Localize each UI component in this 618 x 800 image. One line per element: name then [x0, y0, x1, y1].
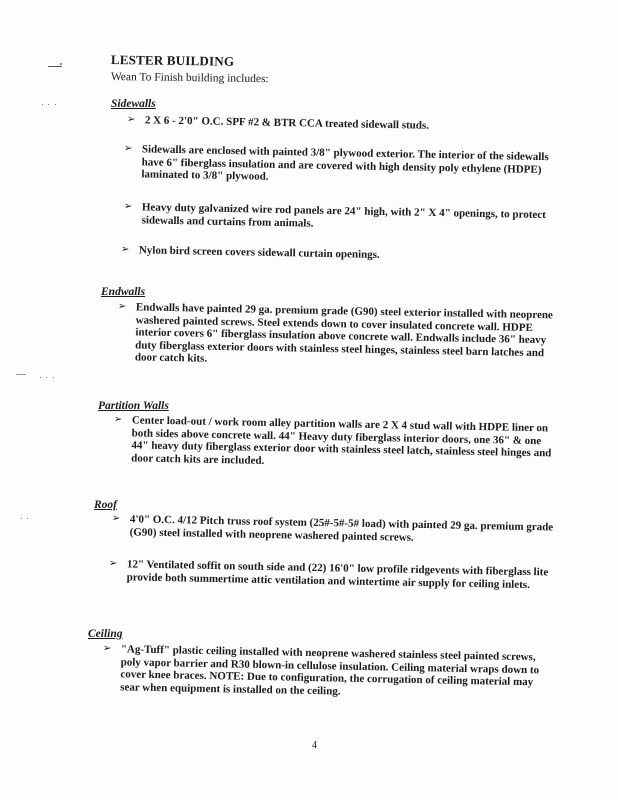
- scan-speck: [53, 377, 54, 378]
- scan-speck: [60, 63, 62, 65]
- section-heading-sidewalls: Sidewalls: [111, 98, 156, 110]
- section-heading-ceiling: Ceiling: [88, 628, 123, 640]
- scan-speck: [42, 104, 43, 105]
- section-heading-roof: Roof: [94, 499, 117, 511]
- list-item-text: Heavy duty galvanized wire rod panels are 24" high, with 2" X 4" openings, to protect sidewalls and curtains from animals.: [141, 201, 546, 230]
- list-item: [124, 201, 567, 234]
- bullet-arrow-icon: ➢: [123, 143, 133, 155]
- list-item-text: Sidewalls are enclosed with painted 3/8" plywood exterior. The interior of the sidewalls have 6" fiberglass insulation and are covered with high density poly ethylene (HDPE) laminated to 3/8" plywood.: [141, 143, 549, 183]
- scan-speck: [40, 377, 41, 378]
- list-item-text: Nylon bird screen covers sidewall curtain openings.: [138, 244, 380, 261]
- list-item-text: 2 X 6 - 2'0" O.C. SPF #2 & BTR CCA treated sidewall studs.: [144, 114, 430, 132]
- page-number: 4: [312, 740, 317, 751]
- scan-speck: [46, 377, 47, 378]
- list-item-text: Center load-out / work room alley partition walls are 2 X 4 stud wall with HDPE liner on both sides above concrete wall. 44" Heavy duty fiberglass interior doors, one 36" & one 44" heavy duty fiberglass exterior door with stainless steel latch, stainless steel hinges and door catch kits are included.: [131, 414, 552, 467]
- scan-margin-mark: [48, 66, 62, 67]
- scan-speck: [27, 518, 28, 519]
- bullet-arrow-icon: ➢: [120, 244, 130, 256]
- section-heading-endwalls: Endwalls: [101, 286, 146, 298]
- scan-margin-mark: [16, 374, 26, 375]
- list-item-text: 12" Ventilated soffit on south side and (22) 16'0" low profile ridgevents with fiberglass lite provide both summertime attic ventilation and wintertime air supply for ceiling inlets.: [126, 558, 549, 591]
- bullet-arrow-icon: ➢: [111, 513, 121, 525]
- list-item: [113, 414, 557, 472]
- bullet-arrow-icon: ➢: [102, 643, 112, 655]
- bullet-arrow-icon: ➢: [108, 558, 118, 570]
- list-item: [109, 558, 552, 591]
- list-item: [121, 244, 564, 265]
- list-item: [127, 114, 570, 135]
- list-item: [123, 143, 567, 189]
- list-item: [102, 643, 546, 701]
- document-subtitle: Wean To Finish building includes:: [110, 71, 269, 86]
- scan-speck: [48, 104, 49, 105]
- bullet-arrow-icon: ➢: [117, 301, 127, 313]
- list-item-text: Endwalls have painted 29 ga. premium grade (G90) steel exterior installed with neoprene washered painted screws. Steel extends down to cover insulated concrete wall. HDPE interior covers 6" fiberglass insulation above concrete wall. Endwalls include 36" heavy duty fiberglass exterior doors with stainless steel hinges, stainless steel barn latches and door catch kits.: [134, 301, 553, 365]
- document-title: LESTER BUILDING: [110, 52, 235, 69]
- list-item-text: "Ag-Tuff" plastic ceiling installed with neoprene washered stainless steel painted screws, poly vapor barrier and R30 blown-in cellulose insulation. Ceiling material wraps down to cover knee braces. NOTE: Due to configuration, the corrugation of ceiling material may sear when equipment is installed on the ceiling.: [120, 643, 540, 698]
- scan-speck: [55, 104, 56, 105]
- bullet-arrow-icon: ➢: [126, 114, 136, 126]
- list-item-text: 4'0" O.C. 4/12 Pitch truss roof system (25#-5#-5# load) with painted 29 ga. premium grade (G90) steel installed with neoprene washered painted screws.: [129, 513, 554, 544]
- section-heading-partition-walls: Partition Walls: [98, 400, 169, 412]
- list-item: [117, 301, 561, 372]
- list-item: [112, 513, 555, 546]
- bullet-arrow-icon: ➢: [123, 201, 133, 213]
- scan-speck: [21, 518, 22, 519]
- bullet-arrow-icon: ➢: [113, 414, 123, 426]
